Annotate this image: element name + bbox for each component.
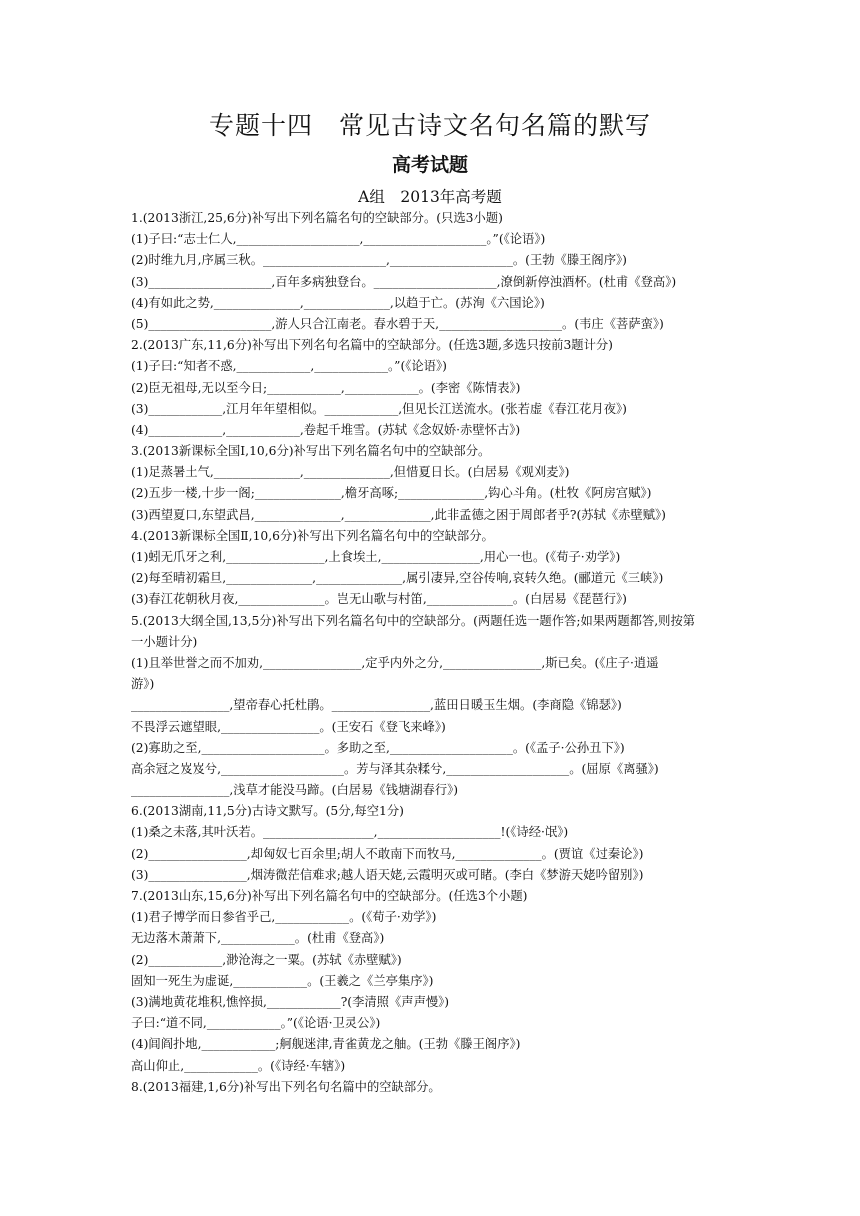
text-line: 固知一死生为虚诞,____________。(王羲之《兰亭集序》) — [131, 973, 434, 988]
text-line: (2)寡助之至,____________________。多助之至,____________________。(《孟子·公孙丑下》) — [131, 740, 625, 755]
text-line: 高余冠之岌岌兮,____________________。芳与泽其杂糅兮,____________________。(屈原《离骚》) — [131, 761, 659, 776]
text-line: ________________,浅草才能没马蹄。(白居易《钱塘湖春行》) — [131, 783, 459, 798]
text-line: (2)五步一楼,十步一阁;______________,檐牙高啄;______________,钩心斗角。(杜牧《阿房宫赋》) — [131, 486, 652, 501]
text-line: (3)____________,江月年年望相似。____________,但见长江送流水。(张若虚《春江花月夜》) — [131, 401, 627, 416]
text-line: 5.(2013大纲全国,13,5分)补写出下列名篇名句中的空缺部分。(两题任选一题作答;如果两题都答,则按第 — [131, 613, 696, 628]
question-body — [131, 208, 741, 1098]
section-heading: A组 2013年高考题 — [358, 188, 502, 206]
text-line: (4)有如此之势,______________,______________,以趋于亡。(苏洵《六国论》) — [131, 295, 545, 310]
text-line: 7.(2013山东,15,6分)补写出下列名篇名句中的空缺部分。(任选3个小题) — [131, 889, 528, 903]
text-line: 子曰:“道不同,____________。”(《论语·卫灵公》) — [131, 1016, 381, 1031]
text-line: 3.(2013新课标全国Ⅰ,10,6分)补写出下列名篇名句中的空缺部分。 — [131, 444, 491, 459]
text-line: (3)西望夏口,东望武昌,______________,______________,此非孟德之困于周郎者乎?(苏轼《赤壁赋》) — [131, 507, 666, 522]
text-line: 无边落木萧萧下,____________。(杜甫《登高》) — [131, 931, 385, 946]
text-line: (5)____________________,游人只合江南老。春水碧于天,____________________。(韦庄《菩萨蛮》) — [131, 316, 664, 331]
text-line: (1)足蒸暑土气,______________,______________,但惜夏日长。(白居易《观刈麦》) — [131, 465, 570, 480]
text-line: (1)且举世誉之而不加劝,________________,定乎内外之分,________________,斯已矣。(《庄子·逍遥 — [131, 655, 659, 670]
page-title: 专题十四 常见古诗文名句名篇的默写 — [208, 111, 651, 140]
text-line: (3)春江花朝秋月夜,______________。岂无山歌与村笛,______________。(白居易《琵琶行》) — [131, 592, 627, 607]
text-line: (3)____________________,百年多病独登台。____________________,潦倒新停浊酒杯。(杜甫《登高》) — [131, 274, 677, 289]
text-line: (2)____________,渺沧海之一粟。(苏轼《赤壁赋》) — [131, 952, 402, 967]
text-line: (2)时维九月,序属三秋。____________________,____________________。(王勃《滕王阁序》) — [131, 253, 627, 268]
text-line: 1.(2013浙江,25,6分)补写出下列名篇名句的空缺部分。(只选3小题) — [131, 211, 503, 225]
text-line: (2)臣无祖母,无以至今日;____________,____________。(李密《陈情表》) — [131, 380, 521, 395]
text-line: 4.(2013新课标全国Ⅱ,10,6分)补写出下列名篇名句中的空缺部分。 — [131, 528, 494, 543]
text-line: 6.(2013湖南,11,5分)古诗文默写。(5分,每空1分) — [131, 804, 404, 819]
text-line: (3)满地黄花堆积,憔悴损,____________?(李清照《声声慢》) — [131, 994, 450, 1009]
text-line: (4)____________,____________,卷起千堆雪。(苏轼《念奴娇·赤壁怀古》) — [131, 422, 521, 437]
text-line: (4)闾阎扑地,____________;舸舰迷津,青雀黄龙之舳。(王勃《滕王阁序》) — [131, 1037, 521, 1052]
page-subtitle: 高考试题 — [391, 154, 468, 176]
text-line: 游》) — [131, 677, 155, 692]
text-line: (3)________________,烟涛微茫信难求;越人语天姥,云霞明灭或可睹。(李白《梦游天姥吟留别》) — [131, 867, 644, 882]
text-line: (1)桑之未落,其叶沃若。__________________,____________________!(《诗经·氓》) — [131, 825, 569, 840]
text-line: (1)子曰:“志士仁人,____________________,____________________。”(《论语》) — [131, 232, 546, 247]
text-line: (2)每至晴初霜旦,______________,______________,属引凄异,空谷传响,哀转久绝。(郦道元《三峡》) — [131, 571, 664, 586]
text-line: (1)子曰:“知者不惑,____________,____________。”(《论语》) — [131, 359, 447, 374]
text-line: 8.(2013福建,1,6分)补写出下列名句名篇中的空缺部分。 — [131, 1079, 441, 1094]
text-line: (1)君子博学而日参省乎己,____________。(《荀子·劝学》) — [131, 910, 437, 925]
text-line: 不畏浮云遮望眼,________________。(王安石《登飞来峰》) — [131, 719, 446, 734]
text-line: 2.(2013广东,11,6分)补写出下列名句名篇中的空缺部分。(任选3题,多选只按前3题计分) — [131, 338, 613, 353]
text-line: 一小题计分) — [131, 634, 198, 649]
text-line: (1)蚓无爪牙之利,________________,上食埃土,________________,用心一也。(《荀子·劝学》) — [131, 550, 621, 564]
text-line: ________________,望帝春心托杜鹃。________________,蓝田日暖玉生烟。(李商隐《锦瑟》) — [131, 698, 622, 713]
text-line: (2)________________,却匈奴七百余里;胡人不敢南下而牧马,______________。(贾谊《过秦论》) — [131, 846, 644, 861]
text-line: 高山仰止,____________。(《诗经·车辖》) — [131, 1058, 346, 1073]
